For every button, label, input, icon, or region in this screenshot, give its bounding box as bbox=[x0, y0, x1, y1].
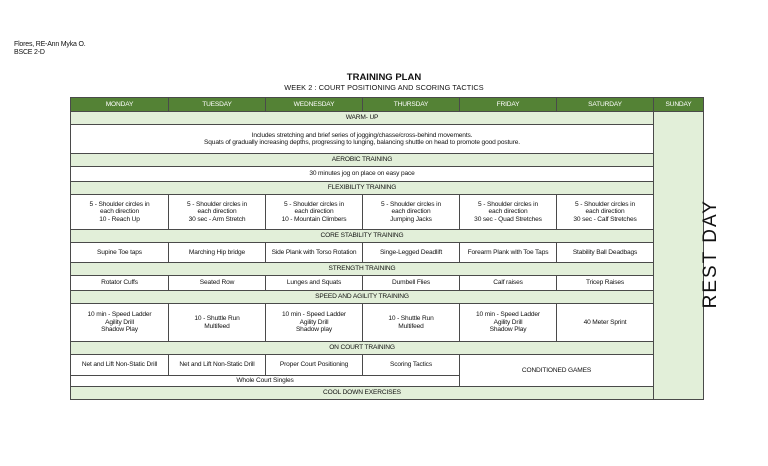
cell-line: Shadow Play bbox=[489, 326, 527, 334]
cell-line: Agility Drill bbox=[105, 318, 134, 326]
cell-line: 10 - Shuttle Run bbox=[388, 315, 434, 323]
core-cell-tuesday: Marching Hip bridge bbox=[169, 243, 266, 263]
cell-line: 30 sec - Calf Stretches bbox=[573, 215, 637, 223]
aerobic-title-row bbox=[71, 154, 704, 167]
cell-line: 5 - Shoulder circles in bbox=[187, 200, 247, 208]
cell-line: 10 - Mountain Climbers bbox=[281, 215, 347, 223]
day-header-tuesday: TUESDAY bbox=[169, 98, 266, 112]
strength-cell-saturday: Tricep Raises bbox=[557, 276, 654, 291]
cell-line: Shadow play bbox=[295, 326, 333, 334]
speed-cell-tuesday bbox=[169, 304, 266, 342]
cell-line: 40 Meter Sprint bbox=[583, 318, 627, 326]
page-subtitle: WEEK 2 : COURT POSITIONING AND SCORING TACTICS bbox=[284, 83, 484, 92]
warmup-description bbox=[71, 125, 654, 154]
day-header-friday: FRIDAY bbox=[460, 98, 557, 112]
cell-line: 5 - Shoulder circles in bbox=[284, 200, 344, 208]
day-header-thursday: THURSDAY bbox=[363, 98, 460, 112]
author-section: BSCE 2-D bbox=[14, 49, 45, 56]
speed-cell-monday bbox=[71, 304, 169, 342]
whole-court-singles-cell: Whole Court Singles bbox=[71, 376, 460, 387]
core-body-row bbox=[71, 243, 704, 263]
speed-cell-wednesday bbox=[266, 304, 363, 342]
speed-cell-saturday bbox=[557, 304, 654, 342]
cell-line: each direction bbox=[294, 208, 334, 216]
cell-line: 10 min - Speed Ladder bbox=[476, 311, 540, 319]
cooldown-title-row bbox=[71, 387, 704, 400]
flexibility-title-row bbox=[71, 182, 704, 195]
cell-line: 5 - Shoulder circles in bbox=[381, 200, 441, 208]
cell-line: 30 sec - Quad Stretches bbox=[474, 215, 542, 223]
oncourt-title-row bbox=[71, 342, 704, 355]
cell-line: 10 - Reach Up bbox=[99, 215, 140, 223]
cell-line: 10 min - Speed Ladder bbox=[282, 311, 346, 319]
cell-line: 10 min - Speed Ladder bbox=[87, 311, 152, 319]
cell-line: Multifeed bbox=[398, 322, 424, 330]
cell-line: each direction bbox=[197, 208, 237, 216]
cell-line: Shadow Play bbox=[101, 326, 138, 334]
cell-line: each direction bbox=[100, 208, 139, 216]
oncourt-cell-monday: Net and Lift Non-Static Drill bbox=[71, 355, 169, 376]
cell-line: each direction bbox=[585, 208, 625, 216]
oncourt-cell-thursday: Scoring Tactics bbox=[363, 355, 460, 376]
flexibility-cell-monday bbox=[71, 195, 169, 230]
day-header-sunday: SUNDAY bbox=[654, 98, 704, 112]
cell-line: 30 sec - Arm Stretch bbox=[188, 215, 246, 223]
flexibility-body-row bbox=[71, 195, 704, 230]
cell-line: each direction bbox=[488, 208, 528, 216]
author-block bbox=[14, 41, 85, 57]
speed-cell-friday bbox=[460, 304, 557, 342]
strength-cell-friday: Calf raises bbox=[460, 276, 557, 291]
section-title-aerobic: AEROBIC TRAINING bbox=[71, 154, 654, 167]
section-title-core: CORE STABILITY TRAINING bbox=[71, 230, 654, 243]
speed-title-row bbox=[71, 291, 704, 304]
speed-body-row bbox=[71, 304, 704, 342]
conditioned-games-cell: CONDITIONED GAMES bbox=[460, 355, 654, 387]
author-name: Flores, RE-Ann Myka O. bbox=[14, 41, 86, 48]
flexibility-cell-tuesday bbox=[169, 195, 266, 230]
section-title-oncourt: ON COURT TRAINING bbox=[71, 342, 654, 355]
cell-line: Multifeed bbox=[204, 322, 230, 330]
cell-line: Agility Drill bbox=[299, 318, 329, 326]
rest-day-label: REST DAY bbox=[699, 198, 721, 309]
cell-line: each direction bbox=[391, 208, 431, 216]
oncourt-body-row bbox=[71, 355, 704, 376]
strength-title-row bbox=[71, 263, 704, 276]
page-title: TRAINING PLAN bbox=[346, 72, 422, 83]
cell-line: 5 - Shoulder circles in bbox=[478, 200, 538, 208]
cell-line: 5 - Shoulder circles in bbox=[89, 200, 150, 208]
core-cell-monday: Supine Toe taps bbox=[71, 243, 169, 263]
day-header-saturday: SATURDAY bbox=[557, 98, 654, 112]
day-header-monday: MONDAY bbox=[71, 98, 169, 112]
core-title-row bbox=[71, 230, 704, 243]
strength-cell-tuesday: Seated Row bbox=[169, 276, 266, 291]
flexibility-cell-thursday bbox=[363, 195, 460, 230]
core-cell-saturday: Stability Ball Deadbags bbox=[557, 243, 654, 263]
cell-line: 5 - Shoulder circles in bbox=[575, 200, 635, 208]
core-cell-wednesday: Side Plank with Torso Rotation bbox=[266, 243, 363, 263]
oncourt-cell-wednesday: Proper Court Positioning bbox=[266, 355, 363, 376]
speed-cell-thursday bbox=[363, 304, 460, 342]
strength-cell-monday: Rotator Cuffs bbox=[71, 276, 169, 291]
day-header-row bbox=[71, 98, 704, 112]
section-title-speed: SPEED AND AGILITY TRAINING bbox=[71, 291, 654, 304]
warmup-body-row bbox=[71, 125, 704, 154]
strength-cell-wednesday: Lunges and Squats bbox=[266, 276, 363, 291]
cell-line: 10 - Shuttle Run bbox=[194, 315, 240, 323]
training-plan-table bbox=[70, 97, 721, 400]
warmup-line-2: Squats of gradually increasing depths, progressing to lunging, balancing shuttle on head to promote good posture. bbox=[204, 139, 520, 146]
section-title-flexibility: FLEXIBILITY TRAINING bbox=[71, 182, 654, 195]
section-title-warmup: WARM- UP bbox=[71, 112, 654, 125]
day-header-wednesday: WEDNESDAY bbox=[266, 98, 363, 112]
oncourt-cell-tuesday: Net and Lift Non-Static Drill bbox=[169, 355, 266, 376]
cell-line: Agility Drill bbox=[493, 318, 523, 326]
core-cell-thursday: Singe-Legged Deadlift bbox=[363, 243, 460, 263]
strength-body-row bbox=[71, 276, 704, 291]
strength-cell-thursday: Dumbell Flies bbox=[363, 276, 460, 291]
rest-day-cell bbox=[654, 112, 721, 400]
aerobic-description: 30 minutes jog on place on easy pace bbox=[71, 167, 654, 182]
flexibility-cell-friday bbox=[460, 195, 557, 230]
warmup-line-1: Includes stretching and brief series of jogging/chasse/cross-behind movements. bbox=[251, 131, 473, 139]
flexibility-cell-wednesday bbox=[266, 195, 363, 230]
cell-line: Jumping Jacks bbox=[390, 215, 432, 223]
core-cell-friday: Forearm Plank with Toe Taps bbox=[460, 243, 557, 263]
aerobic-body-row bbox=[71, 167, 704, 182]
flexibility-cell-saturday bbox=[557, 195, 654, 230]
section-title-cooldown: COOL DOWN EXERCISES bbox=[71, 387, 654, 400]
section-title-strength: STRENGTH TRAINING bbox=[71, 263, 654, 276]
warmup-title-row bbox=[71, 112, 704, 125]
